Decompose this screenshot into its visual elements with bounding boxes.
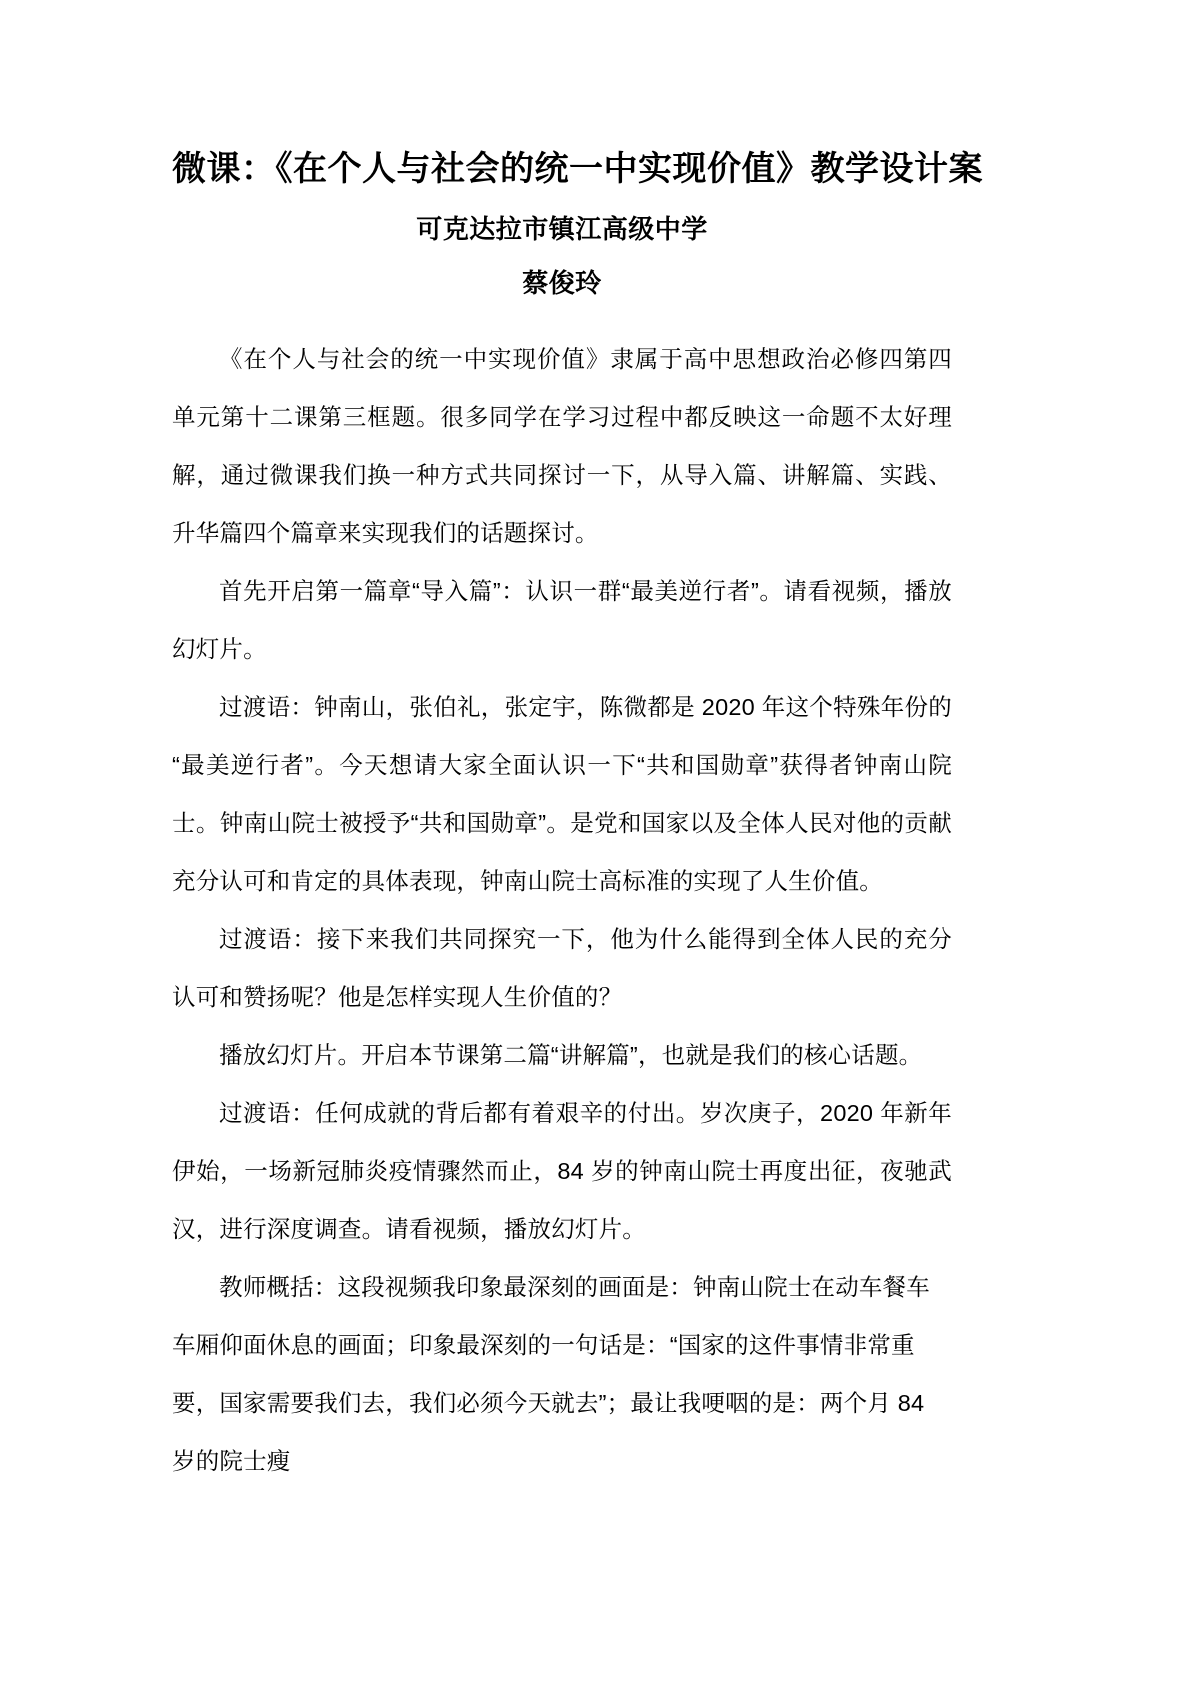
paragraph: 过渡语：接下来我们共同探究一下，他为什么能得到全体人民的充分认可和赞扬呢？他是怎样实现人生价值的？	[172, 925, 952, 1010]
paragraph: 《在个人与社会的统一中实现价值》隶属于高中思想政治必修四第四单元第十二课第三框题。很多同学在学习过程中都反映这一命题不太好理解，通过微课我们换一种方式共同探讨一下，从导入篇、讲解篇、实践、升华篇四个篇章来实现我们的话题探讨。	[172, 345, 952, 546]
document-content	[172, 0, 983, 1490]
page-title: 微课：《在个人与社会的统一中实现价值》教学设计案	[172, 150, 983, 188]
paragraph: 首先开启第一篇章“导入篇”：认识一群“最美逆行者”。请看视频，播放幻灯片。	[172, 577, 952, 662]
paragraph: 教师概括：这段视频我印象最深刻的画面是：钟南山院士在动车餐车车厢仰面休息的画面；印象最深刻的一句话是：“国家的这件事情非常重要，国家需要我们去，我们必须今天就去”；最让我哽咽的是：两个月 84 岁的院士瘦	[172, 1273, 930, 1474]
paragraph: 过渡语：钟南山，张伯礼，张定宇，陈微都是 2020 年这个特殊年份的“最美逆行者”。今天想请大家全面认识一下“共和国勋章”获得者钟南山院士。钟南山院士被授予“共和国勋章”。是党和国家以及全体人民对他的贡献充分认可和肯定的具体表现，钟南山院士高标准的实现了人生价值。	[172, 693, 952, 894]
paragraph: 过渡语：任何成就的背后都有着艰辛的付出。岁次庚子，2020 年新年伊始，一场新冠肺炎疫情骤然而止，84 岁的钟南山院士再度出征，夜驰武汉，进行深度调查。请看视频，播放幻灯片。	[172, 1099, 952, 1242]
school-subtitle: 可克达拉市镇江高级中学	[416, 213, 708, 244]
author-name: 蔡俊玲	[522, 268, 602, 298]
document-body	[172, 300, 952, 1490]
paragraph: 播放幻灯片。开启本节课第二篇“讲解篇”，也就是我们的核心话题。	[219, 1041, 923, 1068]
